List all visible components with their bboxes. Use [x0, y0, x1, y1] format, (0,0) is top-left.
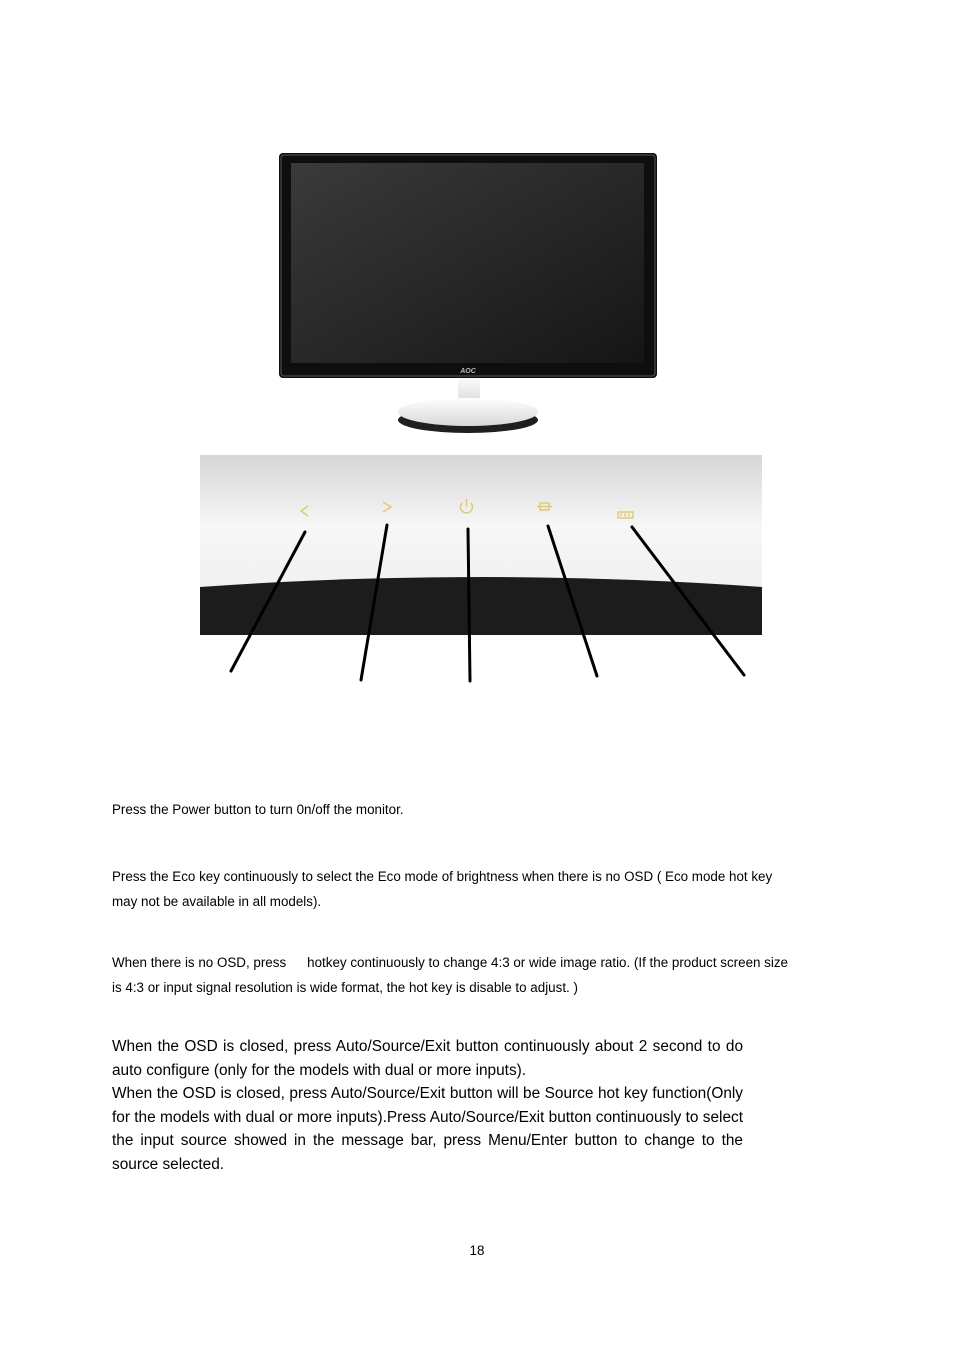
page-number: 18: [469, 1243, 485, 1258]
ratio-line-1a: When there is no OSD, press: [112, 955, 287, 970]
button-panel-closeup: [200, 455, 762, 685]
monitor-screen: [291, 163, 644, 363]
auto-source-paragraph: [112, 1035, 743, 1177]
ratio-paragraph: [112, 950, 857, 1000]
monitor-stand: [398, 375, 538, 433]
callout-line-power: [468, 529, 470, 681]
ratio-line-1b: hotkey continuously to change 4:3 or wide image ratio. (If the product screen size: [307, 955, 788, 970]
auto-config-text: When the OSD is closed, press Auto/Source/Exit button continuously about 2 second to do auto configure (only for the models with dual or more inputs).: [112, 1038, 743, 1079]
eco-line-2: may not be available in all models).: [112, 894, 322, 909]
monitor-illustration: [276, 150, 660, 440]
source-hotkey-text: When the OSD is closed, press Auto/Source/Exit button will be Source hot key function(Only for the models with dual or more inputs).Press Auto/Source/Exit button continuously to select the input source showed in the message bar, press Menu/Enter button to change to the source selected.: [112, 1085, 743, 1173]
power-text: Press the Power button to turn 0n/off the monitor.: [112, 802, 404, 817]
monitor-body: [279, 153, 657, 378]
eco-paragraph: [112, 864, 847, 914]
ratio-line-1: [112, 950, 857, 975]
eco-line-1: Press the Eco key continuously to select the Eco mode of brightness when there is no OSD ( Eco mode hot key: [112, 869, 773, 884]
ratio-line-2: is 4:3 or input signal resolution is wide format, the hot key is disable to adjust. ): [112, 980, 578, 995]
brand-logo: AOC: [460, 368, 476, 375]
power-paragraph: [112, 797, 847, 822]
